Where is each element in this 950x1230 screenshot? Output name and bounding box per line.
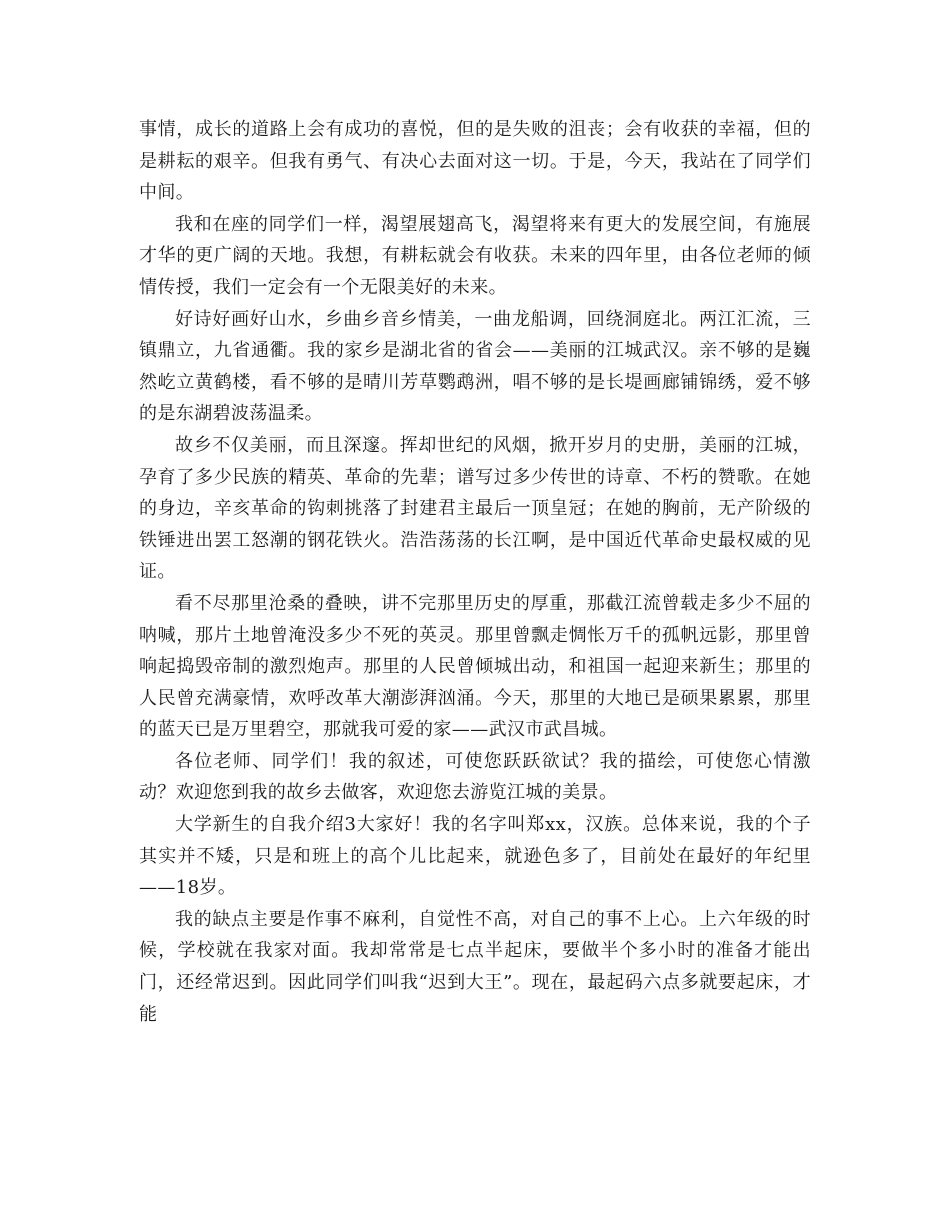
paragraph-5: 看不尽那里沧桑的叠映，讲不完那里历史的厚重，那截江流曾载走多少不屈的呐喊，那片土地曾淹没多少不死的英灵。那里曾飘走惆怅万千的孤帆远影，那里曾响起捣毁帝制的激烈炮声。那里的人民曾倾城出动，和祖国一起迎来新生；那里的人民曾充满豪情，欢呼改革大潮澎湃汹涌。今天，那里的大地已是硕果累累，那里的蓝天已是万里碧空，那就我可爱的家——武汉市武昌城。	[139, 592, 811, 741]
document-body	[139, 114, 811, 1030]
paragraph-8: 我的缺点主要是作事不麻利，自觉性不高，对自己的事不上心。上六年级的时候，学校就在我家对面。我却常常是七点半起床，要做半个多小时的准备才能出门，还经常迟到。因此同学们叫我“迟到大王”。现在，最起码六点多就要起床，才能	[139, 908, 811, 1025]
paragraph-1: 事情，成长的道路上会有成功的喜悦，但的是失败的沮丧；会有收获的幸福，但的是耕耘的艰辛。但我有勇气、有决心去面对这一切。于是，今天，我站在了同学们中间。	[139, 119, 811, 204]
paragraph-7: 大学新生的自我介绍3大家好！我的名字叫郑xx，汉族。总体来说，我的个子其实并不矮，只是和班上的高个儿比起来，就逊色多了，目前处在最好的年纪里——18岁。	[139, 814, 811, 899]
paragraph-3: 好诗好画好山水，乡曲乡音乡情美，一曲龙船调，回绕洞庭北。两江汇流，三镇鼎立，九省通衢。我的家乡是湖北省的省会——美丽的江城武汉。亲不够的是巍然屹立黄鹤楼，看不够的是晴川芳草鹦鹉洲，唱不够的是长堤画廊铺锦绣，爱不够的是东湖碧波荡温柔。	[139, 308, 811, 425]
paragraph-2: 我和在座的同学们一样，渴望展翅高飞，渴望将来有更大的发展空间，有施展才华的更广阔的天地。我想，有耕耘就会有收获。未来的四年里，由各位老师的倾情传授，我们一定会有一个无限美好的未来。	[139, 213, 811, 298]
paragraph-4: 故乡不仅美丽，而且深邃。挥却世纪的风烟，掀开岁月的史册，美丽的江城，孕育了多少民族的精英、革命的先辈；谱写过多少传世的诗章、不朽的赞歌。在她的身边，辛亥革命的钩刺挑落了封建君主最后一顶皇冠；在她的胸前，无产阶级的铁锤进出罢工怒潮的钢花铁火。浩浩荡荡的长江啊，是中国近代革命史最权威的见证。	[139, 434, 811, 583]
paragraph-6: 各位老师、同学们！我的叙述，可使您跃跃欲试？我的描绘，可使您心情激动？欢迎您到我的故乡去做客，欢迎您去游览江城的美景。	[139, 750, 811, 804]
